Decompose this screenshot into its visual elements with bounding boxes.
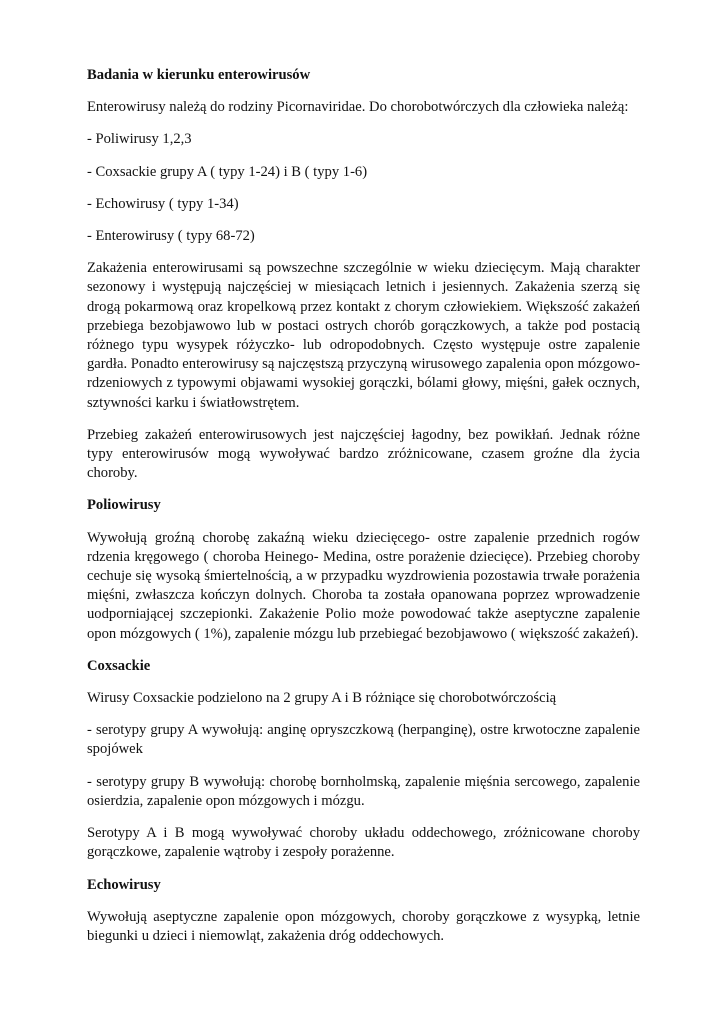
paragraph-course: Przebieg zakażeń enterowirusowych jest najczęściej łagodny, bez powikłań. Jednak różne typy enterowirusów mogą wywoływać bardzo zróżnicowane, czasem groźne dla życia choroby. <box>87 426 640 482</box>
document-page <box>87 66 640 959</box>
section-heading-echo: Echowirusy <box>87 876 161 893</box>
section-heading-coxsackie: Coxsackie <box>87 657 151 674</box>
coxsackie-summary: Serotypy A i B mogą wywoływać choroby układu oddechowego, zróżnicowane choroby gorączkowe, zapalenie wątroby i zespoły porażenne. <box>87 825 640 861</box>
list-item-poliwirusy: - Poliwirusy 1,2,3 <box>87 131 192 148</box>
polio-paragraph: Wywołują groźną chorobę zakaźną wieku dziecięcego- ostre zapalenie przednich rogów rdzenia kręgowego ( choroba Heinego- Medina, ostre porażenie dziecięce). Przebieg choroby cechuje się wysoką śmiertelnością, a w przypadku wyzdrowienia pozostawia trwałe porażenia mięśni, zwłaszcza kończyn dolnych. Choroba ta została opanowana poprzez wprowadzenie uodporniającej szczepionki. Zakażenie Polio może powodować także aseptyczne zapalenie opon mózgowych ( 1%), zapalenie mózgu lub przebiegać bezobjawowo ( większość zakażeń). <box>87 529 640 642</box>
coxsackie-group-b: - serotypy grupy B wywołują: chorobę bornholmską, zapalenie mięśnia sercowego, zapalenie osierdzia, zapalenie opon mózgowych i mózgu. <box>87 773 640 809</box>
list-item-echowirusy: - Echowirusy ( typy 1-34) <box>87 195 239 212</box>
coxsackie-group-a: - serotypy grupy A wywołują: anginę opryszczkową (herpanginę), ostre krwotoczne zapalenie spojówek <box>87 722 640 758</box>
intro-paragraph: Enterowirusy należą do rodziny Picornaviridae. Do chorobotwórczych dla człowieka należą: <box>87 99 629 116</box>
coxsackie-intro: Wirusy Coxsackie podzielono na 2 grupy A i B różniące się chorobotwórczością <box>87 690 557 707</box>
document-title: Badania w kierunku enterowirusów <box>87 67 311 83</box>
echo-paragraph: Wywołują aseptyczne zapalenie opon mózgowych, choroby gorączkowe z wysypką, letnie biegunki u dzieci i niemowląt, zakażenia dróg oddechowych. <box>87 908 640 944</box>
list-item-coxsackie: - Coxsackie grupy A ( typy 1-24) i B ( typy 1-6) <box>87 163 368 180</box>
paragraph-infections: Zakażenia enterowirusami są powszechne szczególnie w wieku dziecięcym. Mają charakter sezonowy i występują najczęściej w miesiącach letnich i jesiennych. Zakażenia szerzą się drogą pokarmową oraz kropelkową przez kontakt z chorym człowiekiem. Większość zakażeń przebiega bezobjawowo lub w postaci ostrych chorób gorączkowych, a także pod postacią różnego typu wysypek różyczko- lub odropodobnych. Często występuje ostre zapalenie gardła. Ponadto enterowirusy są najczęstszą przyczyną wirusowego zapalenia opon mózgowo-rdzeniowych z typowymi objawami wysokiej gorączki, bólami głowy, mięśni, gałek ocznych, sztywności karku i światłowstrętem. <box>87 260 640 411</box>
section-heading-polio: Poliowirusy <box>87 497 161 514</box>
list-item-enterowirusy: - Enterowirusy ( typy 68-72) <box>87 228 255 245</box>
